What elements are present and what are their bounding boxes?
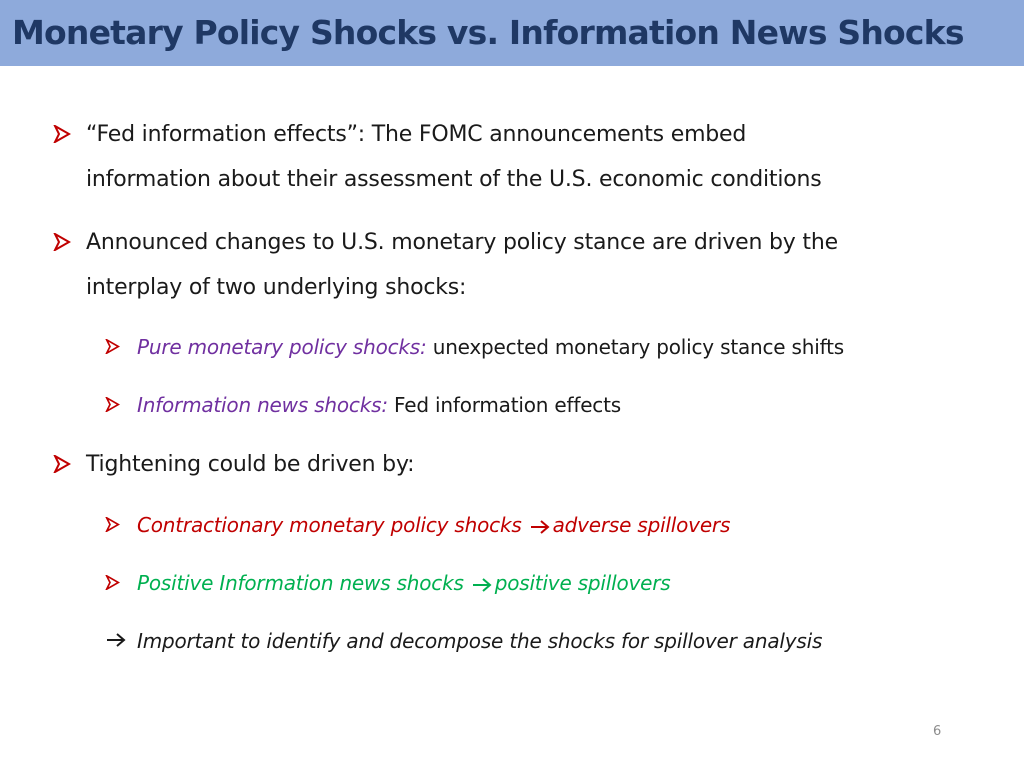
pure-shocks-label: Pure monetary policy shocks:	[137, 335, 427, 359]
bullet-1-line-1: “Fed information effects”: The FOMC announcements embed	[86, 122, 747, 147]
title-bar	[0, 0, 1024, 66]
pure-shocks-description: unexpected monetary policy stance shifts	[432, 335, 844, 359]
slide-title: Monetary Policy Shocks vs. Information News Shocks	[12, 13, 964, 52]
arrow-bullet-icon	[105, 339, 120, 354]
right-arrow-icon	[472, 578, 492, 592]
positive-spillovers-label: positive spillovers	[494, 571, 671, 595]
arrow-bullet-icon	[105, 397, 120, 412]
bullet-1-line-2: information about their assessment of the U.S. economic conditions	[86, 167, 822, 192]
contractionary-shocks-label: Contractionary monetary policy shocks	[137, 513, 522, 537]
bullet-3-text: Tightening could be driven by:	[86, 452, 415, 477]
sub-bullet-contractionary-shocks	[137, 510, 730, 540]
arrow-bullet-icon	[53, 455, 71, 473]
positive-info-shocks-label: Positive Information news shocks	[137, 571, 464, 595]
info-shocks-label: Information news shocks:	[137, 393, 388, 417]
sub-bullet-pure-monetary-policy-shocks	[137, 332, 844, 362]
info-shocks-description: Fed information effects	[394, 393, 621, 417]
adverse-spillovers-label: adverse spillovers	[552, 513, 731, 537]
sub-bullet-positive-information-shocks	[137, 568, 671, 598]
right-arrow-icon	[530, 520, 550, 534]
arrow-bullet-icon	[105, 517, 120, 532]
conclusion-text: Important to identify and decompose the shocks for spillover analysis	[137, 629, 823, 653]
arrow-bullet-icon	[53, 233, 71, 251]
bullet-2-line-1: Announced changes to U.S. monetary policy stance are driven by the	[86, 230, 838, 255]
sub-bullet-information-news-shocks	[137, 390, 621, 420]
right-arrow-icon	[106, 633, 126, 647]
page-number: 6	[933, 724, 942, 739]
arrow-bullet-icon	[53, 125, 71, 143]
bullet-2-line-2: interplay of two underlying shocks:	[86, 275, 467, 300]
arrow-bullet-icon	[105, 575, 120, 590]
